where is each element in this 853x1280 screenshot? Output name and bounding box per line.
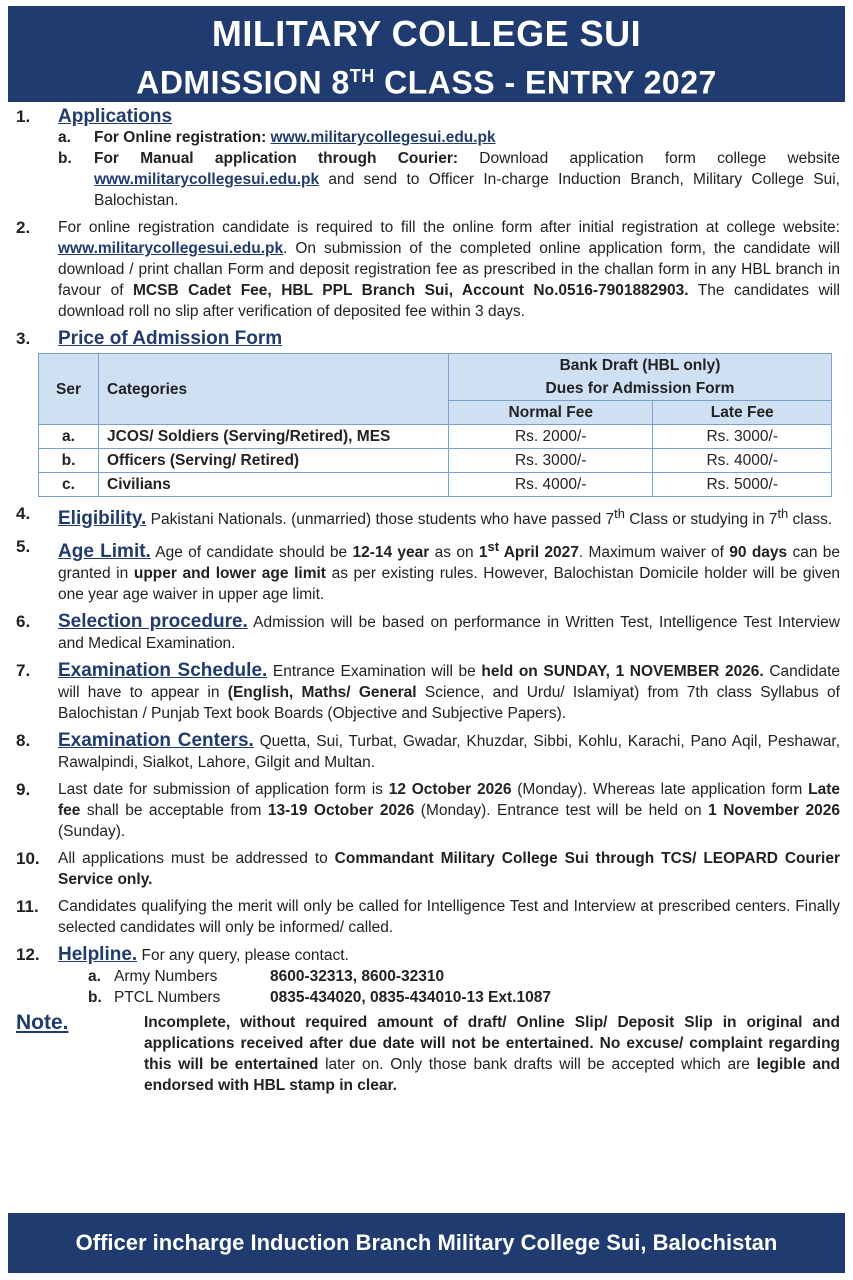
text: can be granted in <box>58 544 841 583</box>
cell-category: Officers (Serving/ Retired) <box>99 449 449 473</box>
helpline-label: Army Numbers <box>114 968 218 986</box>
item-exam-schedule <box>16 660 840 724</box>
text: class. <box>788 511 833 529</box>
item-eligibility <box>16 503 840 530</box>
helpline-number: 0835-434020, 0835-434010-13 Ext.1087 <box>270 989 551 1007</box>
bold: Commandant Military College Sui through TCS/ LEOPARD Courier Service only. <box>58 850 840 889</box>
note-text: later on. Only those bank drafts will be accepted which are <box>318 1056 757 1074</box>
bold: 1 November 2026 <box>708 802 840 820</box>
item-number: 10. <box>16 849 40 869</box>
heading-helpline: Helpline. <box>58 944 138 966</box>
item-selection <box>16 611 840 654</box>
table-row <box>39 425 832 449</box>
helpline-ptcl <box>88 987 840 1008</box>
bold: 90 days <box>729 544 788 562</box>
heading-exam-schedule: Examination Schedule. <box>58 660 268 682</box>
item-age-limit <box>16 536 840 605</box>
item-number: 5. <box>16 537 31 557</box>
text: All applications must be addressed to <box>58 850 335 868</box>
website-link[interactable]: www.militarycollegesui.edu.pk <box>94 171 320 188</box>
bold: Late fee <box>58 781 841 820</box>
note-text: Incomplete, without required amount of draft/ Online Slip/ Deposit Slip in original and applications received after due date will not be entertained. No excuse/ complaint <box>144 1014 840 1053</box>
text: The candidates will download roll no slip after verification of deposited fee within 3 days. <box>58 282 840 320</box>
text: Quetta, Sui, Turbat, Gwadar, Khuzdar, Sibbi, Kohlu, Karachi, Pano Aqil, Peshawar, Rawalpindi, Sialkot, Lahore, Gilgit and Multan. <box>58 733 840 772</box>
cell-late: Rs. 3000/- <box>653 425 832 449</box>
item-number: 11. <box>16 897 39 917</box>
cell-category: JCOS/ Soldiers (Serving/Retired), MES <box>99 425 449 449</box>
helpline-label: PTCL Numbers <box>114 989 221 1007</box>
col-late-fee: Late Fee <box>653 401 832 425</box>
sup: th <box>777 506 789 521</box>
bold: 13-19 October 2026 <box>267 802 415 820</box>
sub-item-manual <box>58 148 840 211</box>
bold: 1 <box>478 544 488 562</box>
text: . On submission of the completed online application form, the candidate will download / print challan Form and deposit registration fee as prescribed in the challan form in any HBL branch in favour of <box>58 240 840 299</box>
item-number: 1. <box>16 107 31 126</box>
college-title: MILITARY COLLEGE SUI <box>211 13 642 54</box>
cell-normal: Rs. 3000/- <box>449 449 653 473</box>
heading-price: Price of Admission Form <box>58 328 283 349</box>
col-dues: Dues for Admission Form <box>449 377 832 401</box>
manual-text: Download application form college website <box>458 150 841 167</box>
col-ser: Ser <box>39 354 99 425</box>
manual-label: For Manual application through Courier: <box>94 150 459 167</box>
item-number: 9. <box>16 780 31 800</box>
text: . Maximum waiver of <box>578 544 730 562</box>
sub-letter: a. <box>88 968 101 986</box>
sub-letter: b. <box>58 150 72 167</box>
sub-letter: b. <box>88 989 102 1007</box>
table-row <box>39 473 832 497</box>
website-link[interactable]: www.militarycollegesui.edu.pk <box>58 240 284 257</box>
item-price <box>16 328 840 349</box>
online-label: For Online registration: <box>94 129 271 146</box>
col-normal-fee: Normal Fee <box>449 401 653 425</box>
item-number: 4. <box>16 504 31 523</box>
admission-title-sup: TH <box>349 66 375 86</box>
cell-ser: a. <box>39 425 99 449</box>
item-number: 6. <box>16 612 31 632</box>
item-merit <box>16 896 840 938</box>
cell-normal: Rs. 2000/- <box>449 425 653 449</box>
note-section <box>16 1012 840 1096</box>
text: Class or studying in 7 <box>624 511 778 529</box>
cell-normal: Rs. 4000/- <box>449 473 653 497</box>
admission-title-pre: ADMISSION 8 <box>136 64 350 101</box>
sub-item-online <box>58 127 840 148</box>
table-row <box>39 449 832 473</box>
cell-ser: b. <box>39 449 99 473</box>
website-link[interactable]: www.militarycollegesui.edu.pk <box>270 129 496 146</box>
text: For online registration candidate is required to fill the online form after initial registration at college website: <box>58 219 840 236</box>
col-bank-draft: Bank Draft (HBL only) <box>449 354 832 378</box>
item-applications <box>16 106 840 211</box>
cell-ser: c. <box>39 473 99 497</box>
sub-letter: a. <box>58 129 71 146</box>
item-number: 8. <box>16 731 31 751</box>
bold: April 2027 <box>499 544 579 562</box>
item-number: 3. <box>16 329 31 348</box>
note-heading: Note. <box>16 1011 69 1035</box>
cell-late: Rs. 5000/- <box>653 473 832 497</box>
sup: st <box>487 539 499 555</box>
text: Last date for submission of application form is <box>58 781 389 799</box>
item-number: 2. <box>16 218 31 237</box>
text: (Monday). Whereas late application form <box>511 781 809 799</box>
heading-applications: Applications <box>58 106 173 127</box>
text: Age of candidate should be <box>150 544 353 562</box>
item-number: 12. <box>16 945 40 965</box>
cell-late: Rs. 4000/- <box>653 449 832 473</box>
note-text: legible and endorsed with HBL stamp in clear. <box>144 1056 840 1095</box>
bold: upper and lower age limit <box>133 565 326 583</box>
item-address <box>16 848 840 890</box>
text: For any query, please contact. <box>137 947 349 965</box>
item-last-date <box>16 779 840 842</box>
admission-title <box>8 56 845 103</box>
text: Entrance Examination will be <box>267 663 482 681</box>
helpline-number: 8600-32313, 8600-32310 <box>270 968 445 986</box>
header-banner <box>8 6 845 102</box>
heading-selection: Selection procedure. <box>58 611 248 633</box>
fee-table <box>38 353 832 497</box>
col-categories: Categories <box>99 354 449 425</box>
text: Science, and Urdu/ Islamiyat) from 7th class Syllabus of Balochistan / Punjab Text book Boards (Objective and Subjective Papers). <box>58 684 840 723</box>
manual-text-2: and send to Officer In-charge Induction Branch, Military College Sui, Balochistan. <box>94 171 840 209</box>
sup: th <box>614 506 625 521</box>
bold: 12 October 2026 <box>388 781 512 799</box>
notice-content <box>16 106 840 1102</box>
text: Admission will be based on performance in Written Test, Intelligence Test Interview and Medical Examination. <box>58 614 840 653</box>
item-helpline <box>16 944 840 966</box>
heading-age-limit: Age Limit. <box>58 541 151 563</box>
text: shall be acceptable from <box>80 802 268 820</box>
item-exam-centers <box>16 730 840 773</box>
heading-exam-centers: Examination Centers. <box>58 730 254 752</box>
text: (Sunday). <box>58 823 126 841</box>
bold: (English, Maths/ General <box>227 684 417 702</box>
admission-title-post: CLASS - ENTRY 2027 <box>374 64 717 101</box>
item-number: 7. <box>16 661 31 681</box>
item-online-registration <box>16 217 840 322</box>
text: as on <box>429 544 479 562</box>
bold: held on SUNDAY, 1 NOVEMBER 2026. <box>481 663 764 681</box>
text: (Monday). Entrance test will be held on <box>414 802 709 820</box>
text: Pakistani Nationals. (unmarried) those students who have passed 7 <box>146 511 615 529</box>
account-details: MCSB Cadet Fee, HBL PPL Branch Sui, Account No.0516-7901882903. <box>133 282 689 299</box>
cell-category: Civilians <box>99 473 449 497</box>
heading-eligibility: Eligibility. <box>58 508 147 530</box>
footer-banner: Officer incharge Induction Branch Military College Sui, Balochistan <box>8 1213 845 1273</box>
text: as per existing rules. However, Balochistan Domicile holder will be given one year age waiver in upper age limit. <box>58 565 840 604</box>
bold: 12-14 year <box>352 544 430 562</box>
text: Candidates qualifying the merit will only be called for Intelligence Test and Interview at prescribed centers. Finally selected candidates will only be informed/ called. <box>58 898 840 937</box>
note-text: regarding this will be entertained <box>144 1035 840 1074</box>
helpline-army <box>88 966 840 987</box>
text: Candidate will have to appear in <box>58 663 840 702</box>
